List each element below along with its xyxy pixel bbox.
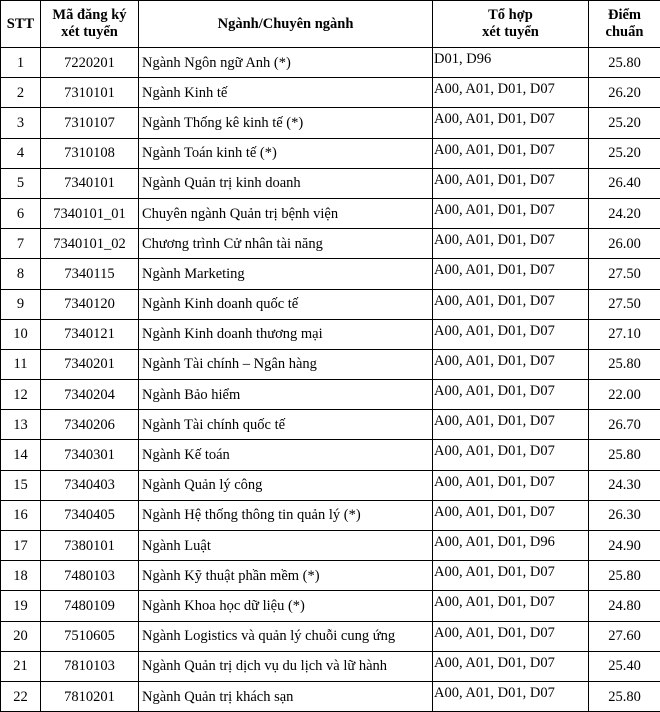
cell-code: 7340101_01 <box>41 198 139 228</box>
cell-major: Ngành Quản trị kinh doanh <box>139 168 433 198</box>
cell-score: 27.10 <box>589 319 660 349</box>
cell-major: Chuyên ngành Quản trị bệnh viện <box>139 198 433 228</box>
table-row <box>1 198 660 228</box>
header-major <box>139 1 433 48</box>
cell-combo: A00, A01, D01, D07 <box>433 651 589 681</box>
cell-score: 25.80 <box>589 440 660 470</box>
cell-score: 27.50 <box>589 289 660 319</box>
table-row <box>1 470 660 500</box>
cell-combo: A00, A01, D01, D07 <box>433 289 589 319</box>
cell-score: 25.40 <box>589 651 660 681</box>
cell-major: Ngành Kinh tế <box>139 78 433 108</box>
cell-code: 7340101 <box>41 168 139 198</box>
cell-code: 7340301 <box>41 440 139 470</box>
cell-score: 24.30 <box>589 470 660 500</box>
cell-code: 7480109 <box>41 591 139 621</box>
cell-combo: A00, A01, D01, D07 <box>433 138 589 168</box>
cell-score: 24.20 <box>589 198 660 228</box>
cell-combo: A00, A01, D01, D07 <box>433 410 589 440</box>
cell-score: 26.00 <box>589 229 660 259</box>
cell-score: 26.30 <box>589 500 660 530</box>
cell-stt: 2 <box>1 78 41 108</box>
cell-major: Ngành Quản trị khách sạn <box>139 681 433 711</box>
cell-combo: A00, A01, D01, D07 <box>433 621 589 651</box>
cell-score: 27.60 <box>589 621 660 651</box>
cell-stt: 15 <box>1 470 41 500</box>
cell-combo: A00, A01, D01, D07 <box>433 168 589 198</box>
cell-code: 7310101 <box>41 78 139 108</box>
cell-stt: 12 <box>1 380 41 410</box>
table-row <box>1 500 660 530</box>
cell-code: 7340405 <box>41 500 139 530</box>
cell-major: Ngành Khoa học dữ liệu (*) <box>139 591 433 621</box>
cell-code: 7310107 <box>41 108 139 138</box>
cell-code: 7810201 <box>41 681 139 711</box>
header-score-line2: chuẩn <box>606 24 644 40</box>
cell-stt: 16 <box>1 500 41 530</box>
header-stt-label: STT <box>7 16 34 32</box>
cell-score: 25.80 <box>589 561 660 591</box>
table-row <box>1 349 660 379</box>
cell-code: 7340206 <box>41 410 139 440</box>
cell-combo: A00, A01, D01, D07 <box>433 319 589 349</box>
cell-major: Ngành Kinh doanh quốc tế <box>139 289 433 319</box>
header-major-label: Ngành/Chuyên ngành <box>218 16 354 32</box>
cell-combo: A00, A01, D01, D07 <box>433 78 589 108</box>
table-row <box>1 259 660 289</box>
table-row <box>1 229 660 259</box>
cell-score: 26.20 <box>589 78 660 108</box>
cell-stt: 7 <box>1 229 41 259</box>
cell-stt: 6 <box>1 198 41 228</box>
cell-score: 24.80 <box>589 591 660 621</box>
cell-major: Ngành Kỹ thuật phần mềm (*) <box>139 561 433 591</box>
cell-combo: D01, D96 <box>433 48 589 78</box>
cell-score: 25.80 <box>589 48 660 78</box>
cell-stt: 4 <box>1 138 41 168</box>
cell-stt: 13 <box>1 410 41 440</box>
cell-score: 26.40 <box>589 168 660 198</box>
table-row <box>1 410 660 440</box>
cell-major: Ngành Thống kê kinh tế (*) <box>139 108 433 138</box>
table-body <box>1 48 660 712</box>
cell-code: 7340120 <box>41 289 139 319</box>
cell-combo: A00, A01, D01, D07 <box>433 259 589 289</box>
cell-stt: 11 <box>1 349 41 379</box>
cell-major: Ngành Logistics và quản lý chuỗi cung ứng <box>139 621 433 651</box>
header-code-line2: xét tuyển <box>61 24 118 40</box>
cell-combo: A00, A01, D01, D07 <box>433 380 589 410</box>
cell-stt: 14 <box>1 440 41 470</box>
cell-code: 7480103 <box>41 561 139 591</box>
cell-major: Ngành Hệ thống thông tin quản lý (*) <box>139 500 433 530</box>
cell-combo: A00, A01, D01, D07 <box>433 108 589 138</box>
cell-major: Ngành Tài chính quốc tế <box>139 410 433 440</box>
cell-stt: 18 <box>1 561 41 591</box>
cell-combo: A00, A01, D01, D07 <box>433 349 589 379</box>
cell-stt: 17 <box>1 531 41 561</box>
header-code <box>41 1 139 48</box>
cell-code: 7380101 <box>41 531 139 561</box>
cell-code: 7340101_02 <box>41 229 139 259</box>
cell-score: 26.70 <box>589 410 660 440</box>
table-row <box>1 319 660 349</box>
table-row <box>1 289 660 319</box>
cell-stt: 22 <box>1 681 41 711</box>
cell-major: Ngành Luật <box>139 531 433 561</box>
cell-stt: 21 <box>1 651 41 681</box>
table-row <box>1 108 660 138</box>
cell-major: Ngành Kinh doanh thương mại <box>139 319 433 349</box>
cell-code: 7340201 <box>41 349 139 379</box>
cell-major: Ngành Ngôn ngữ Anh (*) <box>139 48 433 78</box>
cell-combo: A00, A01, D01, D07 <box>433 681 589 711</box>
cell-code: 7340204 <box>41 380 139 410</box>
cell-combo: A00, A01, D01, D07 <box>433 198 589 228</box>
cell-combo: A00, A01, D01, D07 <box>433 591 589 621</box>
cell-combo: A00, A01, D01, D07 <box>433 440 589 470</box>
table-row <box>1 380 660 410</box>
cell-combo: A00, A01, D01, D07 <box>433 470 589 500</box>
cell-major: Ngành Toán kinh tế (*) <box>139 138 433 168</box>
table-row <box>1 168 660 198</box>
cell-score: 22.00 <box>589 380 660 410</box>
cell-score: 24.90 <box>589 531 660 561</box>
header-score-line1: Điểm <box>608 7 641 23</box>
cell-combo: A00, A01, D01, D07 <box>433 229 589 259</box>
table-row <box>1 561 660 591</box>
cell-combo: A00, A01, D01, D96 <box>433 531 589 561</box>
cell-major: Ngành Kế toán <box>139 440 433 470</box>
table-header <box>1 1 660 48</box>
cell-score: 25.20 <box>589 138 660 168</box>
header-code-line1: Mã đăng ký <box>52 7 126 23</box>
cell-code: 7810103 <box>41 651 139 681</box>
table-row <box>1 531 660 561</box>
cell-major: Ngành Quản trị dịch vụ du lịch và lữ hành <box>139 651 433 681</box>
table-row <box>1 48 660 78</box>
cell-score: 25.80 <box>589 681 660 711</box>
table-row <box>1 591 660 621</box>
cell-stt: 5 <box>1 168 41 198</box>
cell-stt: 8 <box>1 259 41 289</box>
header-combo-line1: Tổ hợp <box>488 7 533 23</box>
cell-stt: 9 <box>1 289 41 319</box>
header-score <box>589 1 660 48</box>
cell-major: Chương trình Cử nhân tài năng <box>139 229 433 259</box>
header-stt <box>1 1 41 48</box>
cell-stt: 20 <box>1 621 41 651</box>
cell-major: Ngành Quản lý công <box>139 470 433 500</box>
cell-code: 7510605 <box>41 621 139 651</box>
cell-code: 7340115 <box>41 259 139 289</box>
cell-stt: 1 <box>1 48 41 78</box>
table-row <box>1 440 660 470</box>
cell-code: 7340121 <box>41 319 139 349</box>
table-row <box>1 681 660 711</box>
table-row <box>1 138 660 168</box>
cell-code: 7340403 <box>41 470 139 500</box>
cell-code: 7310108 <box>41 138 139 168</box>
header-combo <box>433 1 589 48</box>
cell-major: Ngành Tài chính – Ngân hàng <box>139 349 433 379</box>
table-row <box>1 621 660 651</box>
cell-stt: 10 <box>1 319 41 349</box>
header-combo-line2: xét tuyển <box>482 24 539 40</box>
cell-code: 7220201 <box>41 48 139 78</box>
table-row <box>1 651 660 681</box>
header-row <box>1 1 660 48</box>
cell-major: Ngành Bảo hiểm <box>139 380 433 410</box>
cell-combo: A00, A01, D01, D07 <box>433 561 589 591</box>
cell-score: 27.50 <box>589 259 660 289</box>
cell-score: 25.20 <box>589 108 660 138</box>
cell-major: Ngành Marketing <box>139 259 433 289</box>
cell-score: 25.80 <box>589 349 660 379</box>
table-row <box>1 78 660 108</box>
cell-stt: 3 <box>1 108 41 138</box>
cell-combo: A00, A01, D01, D07 <box>433 500 589 530</box>
cell-stt: 19 <box>1 591 41 621</box>
